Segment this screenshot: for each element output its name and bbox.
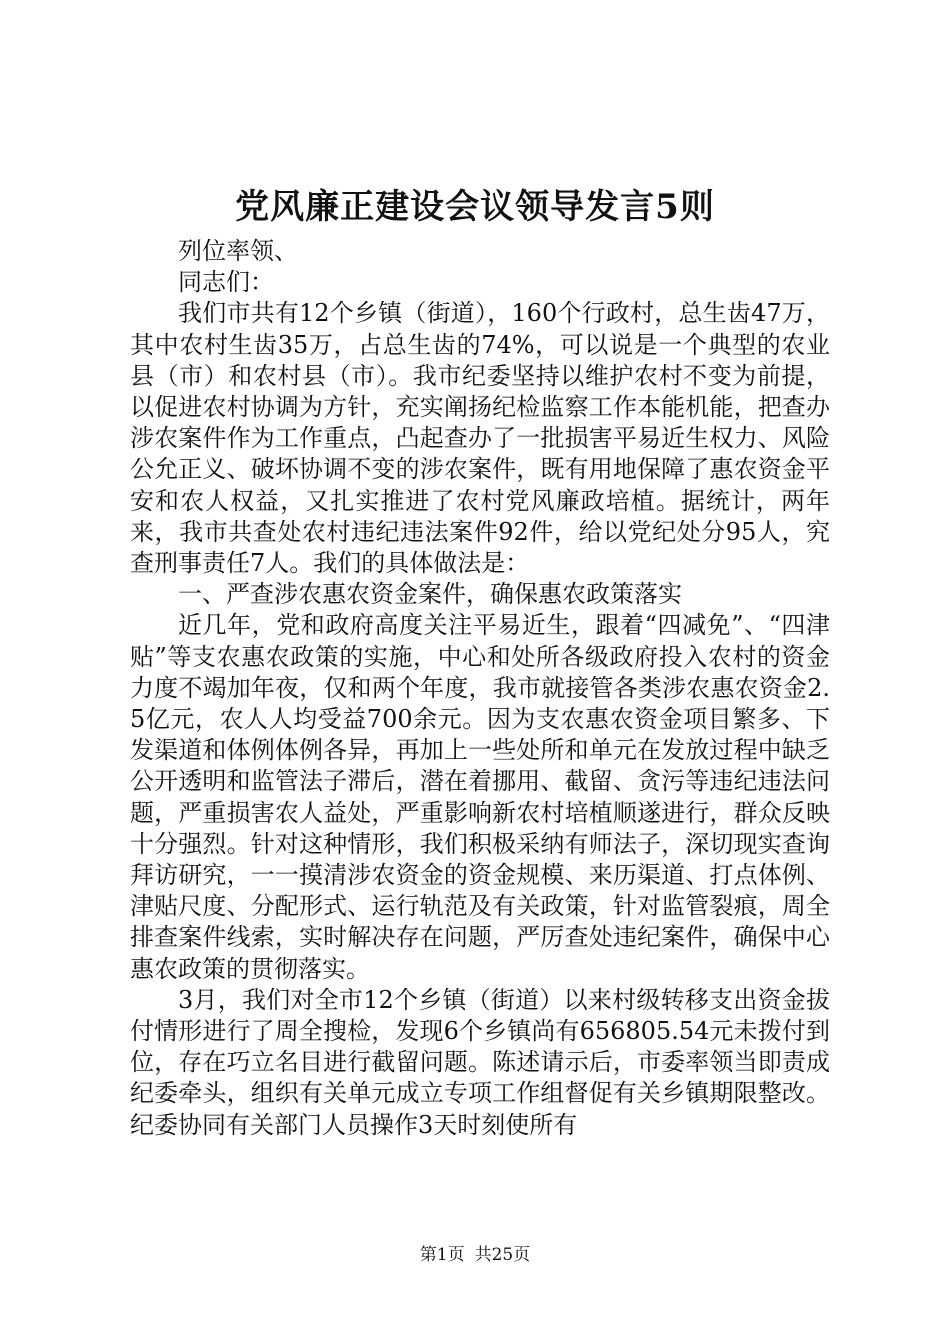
document-body bbox=[130, 236, 830, 1141]
page-total: 共25页 bbox=[474, 1245, 531, 1265]
salutation-line: 列位率领、 bbox=[178, 237, 298, 265]
page-number: 第1页 bbox=[419, 1245, 465, 1265]
document-title: 党风廉正建设会议领导发言5则 bbox=[235, 187, 715, 227]
page-footer bbox=[0, 1243, 950, 1267]
salutation-line: 同志们： bbox=[178, 268, 274, 297]
body-paragraph: 3月，我们对全市12个乡镇（街道）以来村级转移支出资金拔付情形进行了周全搜检，发现6个乡镇尚有656805.54元未拨付到位，存在巧立名目进行截留问题。陈述请示后，市委率领当即责成纪委牵头，组织有关单元成立专项工作组督促有关乡镇期限整改。纪委协同有关部门人员操作3天时刻使所有 bbox=[130, 985, 830, 1139]
section-heading: 一、严查涉农惠农资金案件，确保惠农政策落实 bbox=[178, 580, 682, 609]
body-paragraph: 近几年，党和政府高度关注平易近生，跟着“四减免”、“四津贴”等支农惠农政策的实施，中心和处所各级政府投入农村的资金力度不竭加年夜，仅和两个年度，我市就接管各类涉农惠农资金2.5亿元，农人人均受益700余元。因为支农惠农资金项目繁多、下发渠道和体例体例各异，再加上一些处所和单元在发放过程中缺乏公开透明和监管法子滞后，潜在着挪用、截留、贪污等违纪违法问题，严重损害农人益处，严重影响新农村培植顺遂进行，群众反映十分强烈。针对这种情形，我们积极采纳有师法子，深切现实查询拜访研究，一一摸清涉农资金的资金规模、来历渠道、打点体例、津贴尺度、分配形式、运行轨范及有关政策，针对监管裂痕，周全排查案件线索，实时解决存在问题，严厉查处违纪案件，确保中心惠农政策的贯彻落实。 bbox=[130, 611, 830, 983]
body-paragraph: 我们市共有12个乡镇（街道），160个行政村，总生齿47万，其中农村生齿35万，占总生齿的74%，可以说是一个典型的农业县（市）和农村县（市）。我市纪委坚持以维护农村不变为前提，以促进农村协调为方针，充实阐扬纪检监察工作本能机能，把查办涉农案件作为工作重点，凸起查办了一批损害平易近生权力、风险公允正义、破坏协调不变的涉农案件，既有用地保障了惠农资金平安和农人权益，又扎实推进了农村党风廉政培植。据统计，两年来，我市共查处农村违纪违法案件92件，给以党纪处分95人，究查刑事责任7人。我们的具体做法是： bbox=[130, 299, 830, 578]
